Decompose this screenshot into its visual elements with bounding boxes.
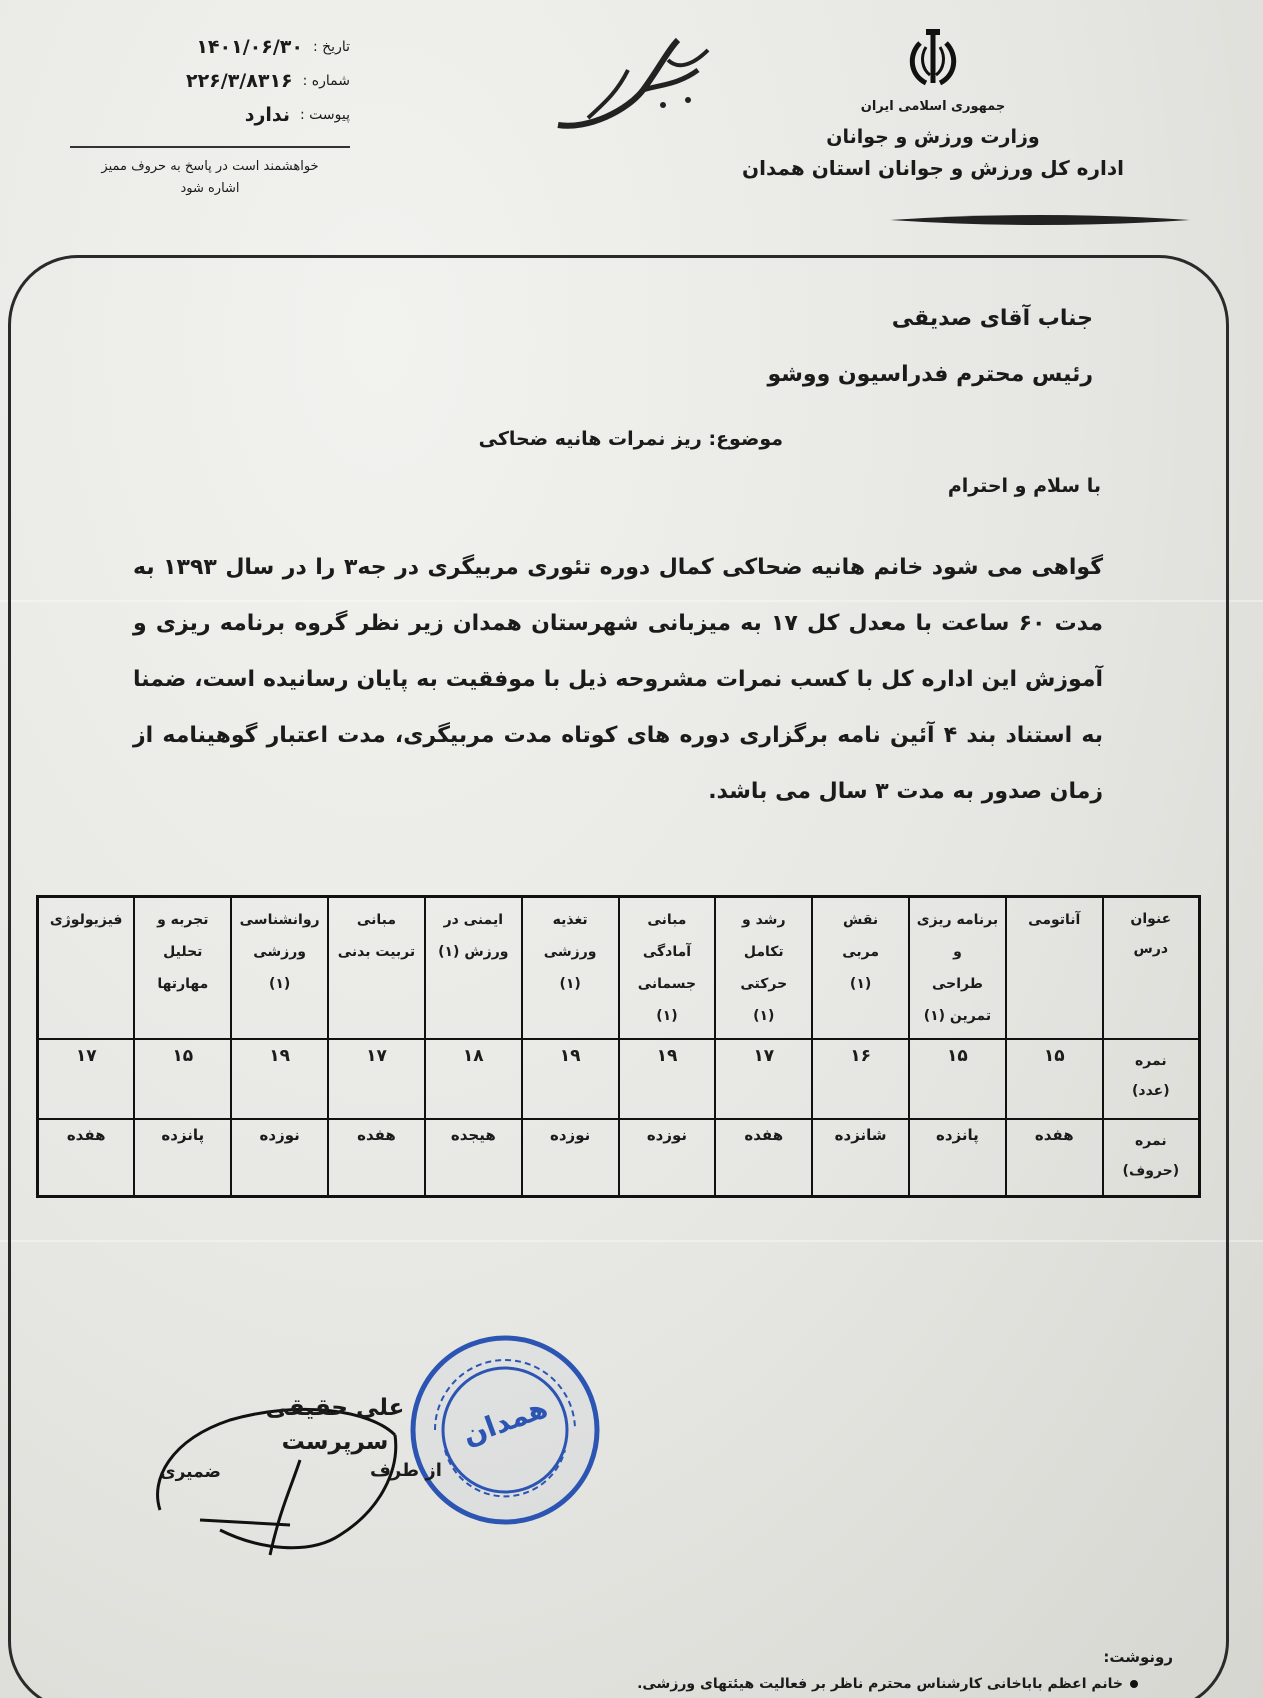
body-paragraph: گواهی می شود خانم هانیه ضحاکی کمال دوره تئوری مربیگری در جه۳ را در سال ۱۳۹۳ به مدت ۶۰ ساعت با معدل کل ۱۷ به میزبانی شهرستان همدان زیر نظر گروه برنامه ریزی و آموزش این اداره کل با کسب نمرات مشروحه ذیل با موفقیت به پایان رسانیده است، ضمنا به استناد بند ۴ آئین نامه برگزاری دوره های کوتاه مدت مربیگری، مدت اعتبار گوهینامه از زمان صدور به مدت ۳ سال می باشد. [133, 555, 1104, 804]
reply-note-line2: اشاره شود [180, 181, 240, 196]
row-label-line: عنوان [1130, 911, 1172, 927]
greeting: با سلام و احترام [947, 475, 1101, 497]
course-title-line: تربیت بدنی [337, 944, 416, 960]
course-title-cell [619, 897, 716, 1040]
attachment-value: ندارد [244, 104, 290, 126]
course-title-line: نقش [843, 912, 879, 928]
row-label-line: نمره [1135, 1053, 1167, 1069]
cc-label: رونوشت: [1103, 1648, 1173, 1666]
attachment-row [70, 98, 350, 132]
grade-numeric-cell: ۱۸ [425, 1039, 522, 1119]
meta-divider [70, 146, 350, 148]
course-title-line: طراحی [931, 976, 983, 992]
grade-numeric-cell: ۱۷ [38, 1039, 135, 1119]
course-title-line: تکامل [743, 944, 784, 960]
grade-numeric-cell: ۱۹ [522, 1039, 619, 1119]
course-title-line: (۱) [656, 1008, 678, 1024]
grade-words-cell: نوزده [231, 1119, 328, 1196]
course-title-cell [909, 897, 1006, 1040]
number-row [70, 64, 350, 98]
signer-note: ضمیری [160, 1462, 221, 1482]
course-title-line: ایمنی در [443, 912, 504, 928]
grade-words-cell: هفده [1006, 1119, 1103, 1196]
table-row [38, 1039, 1200, 1119]
date-value: ۱۴۰۱/۰۶/۳۰ [196, 36, 303, 58]
grade-numeric-cell: ۱۹ [619, 1039, 716, 1119]
course-title-cell [38, 897, 135, 1040]
course-title-line: مهارتها [157, 976, 209, 992]
course-title-cell [328, 897, 425, 1040]
bullet-icon [1130, 1680, 1138, 1688]
course-title-cell [231, 897, 328, 1040]
grade-words-cell: هیجده [425, 1119, 522, 1196]
course-title-line: فیزیولوژی [49, 912, 123, 928]
course-title-line: (۱) [268, 976, 291, 992]
stamp-text: همدان [458, 1390, 552, 1453]
course-title-line: آمادگی [642, 944, 692, 960]
attachment-label: پیوست : [300, 107, 350, 123]
grade-numeric-cell: ۱۷ [715, 1039, 812, 1119]
row-label-line: درس [1133, 941, 1169, 957]
course-title-line: (۱) [753, 1008, 775, 1024]
iran-emblem-icon [898, 25, 968, 95]
cc-recipient: خانم اعظم باباخانی کارشناس محترم ناظر بر فعالیت هیئتهای ورزشی. [637, 1676, 1123, 1692]
course-title-line: ورزشی [543, 944, 597, 960]
grade-numeric-cell: ۱۵ [134, 1039, 231, 1119]
letterhead [723, 25, 1143, 180]
course-title-line: حرکتی [740, 976, 788, 992]
course-title-cell [134, 897, 231, 1040]
row-label-line: (عدد) [1132, 1083, 1170, 1099]
course-title-line: برنامه ریزی و [916, 912, 999, 960]
grade-words-cell: شانزده [812, 1119, 909, 1196]
course-title-line: جسمانی [637, 976, 697, 992]
row-label-line: نمره [1135, 1133, 1167, 1149]
grade-numeric-cell: ۱۵ [1006, 1039, 1103, 1119]
grade-words-cell: هفده [715, 1119, 812, 1196]
header-ornament [890, 212, 1190, 228]
row-label-line: (حروف) [1122, 1163, 1180, 1179]
course-title-line: تغذیه [552, 912, 588, 928]
subject-line: موضوع: ریز نمرات هانیه ضحاکی [478, 428, 783, 450]
course-title-line: مربی [842, 944, 879, 960]
row-label-grade-words [1103, 1119, 1200, 1196]
grade-numeric-cell: ۱۹ [231, 1039, 328, 1119]
course-title-line: (۱) [849, 976, 872, 992]
date-row [70, 30, 350, 64]
row-label-course [1103, 897, 1200, 1040]
addressee-title: رئیس محترم فدراسیون ووشو [767, 362, 1093, 387]
table-row [38, 897, 1200, 1040]
grade-numeric-cell: ۱۶ [812, 1039, 909, 1119]
course-title-cell [1006, 897, 1103, 1040]
date-label: تاریخ : [312, 39, 350, 55]
grade-words-cell: نوزده [522, 1119, 619, 1196]
on-behalf-label: از طرف [370, 1460, 442, 1481]
bismillah-calligraphy [548, 30, 718, 140]
course-title-cell [522, 897, 619, 1040]
signer-block [240, 1395, 430, 1455]
course-title-line: ورزشی [253, 944, 307, 960]
grades-table [36, 895, 1201, 1198]
course-title-line: ورزش (۱) [438, 944, 509, 960]
course-title-cell [715, 897, 812, 1040]
letter-meta [70, 30, 350, 200]
course-title-line: رشد و [742, 912, 786, 928]
course-title-cell [812, 897, 909, 1040]
course-title-line: (۱) [559, 976, 581, 992]
grade-words-cell: هفده [328, 1119, 425, 1196]
number-label: شماره : [302, 73, 350, 89]
republic-label: جمهوری اسلامی ایران [860, 99, 1006, 114]
signer-name: علی حقیقی [265, 1395, 405, 1421]
grade-words-cell: هفده [38, 1119, 135, 1196]
department-name: اداره کل ورزش و جوانان استان همدان [742, 156, 1124, 180]
course-title-cell [425, 897, 522, 1040]
addressee-name: جناب آقای صدیقی [891, 306, 1093, 331]
grade-numeric-cell: ۱۵ [909, 1039, 1006, 1119]
course-title-line: مبانی [647, 912, 687, 928]
course-title-line: مبانی [356, 912, 396, 928]
course-title-line: آناتومی [1028, 912, 1081, 928]
course-title-line: تجربه و تحلیل [157, 912, 209, 960]
signer-title: سرپرست [281, 1429, 389, 1455]
grade-numeric-cell: ۱۷ [328, 1039, 425, 1119]
row-label-grade-numeric [1103, 1039, 1200, 1119]
course-title-line: روانشناسی [239, 912, 320, 928]
table-row [38, 1119, 1200, 1196]
reply-note-line1: خواهشمند است در پاسخ به حروف ممیز [101, 159, 319, 174]
number-value: ۲۲۶/۳/۸۳۱۶ [185, 70, 293, 92]
ministry-name: وزارت ورزش و جوانان [826, 126, 1040, 148]
grade-words-cell: پانزده [134, 1119, 231, 1196]
grade-words-cell: نوزده [619, 1119, 716, 1196]
course-title-line: تمرین (۱) [923, 1008, 992, 1024]
grade-words-cell: پانزده [909, 1119, 1006, 1196]
